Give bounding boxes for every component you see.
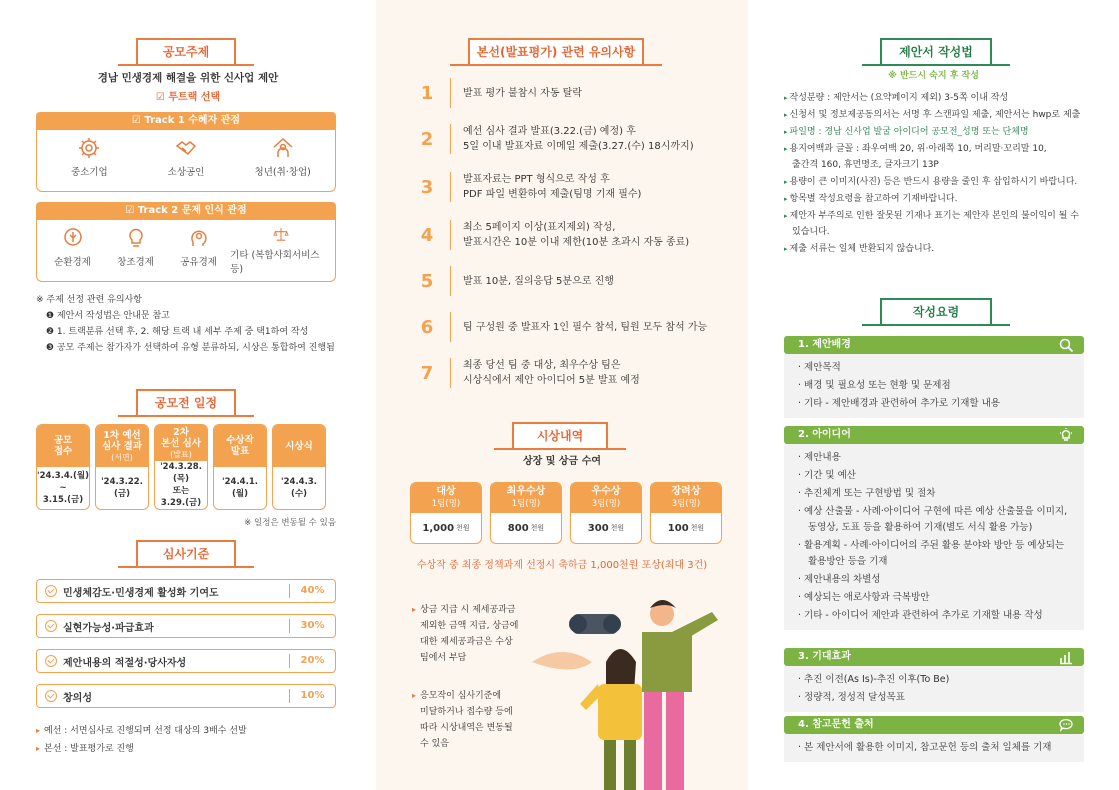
section-item: · 기간 및 예산	[798, 470, 856, 481]
prize-card	[410, 482, 482, 544]
schedule-step-date: '24.3.28.(목) 또는 3.29.(금)	[160, 462, 202, 508]
schedule-step-head	[155, 425, 207, 461]
guide-text: 용량이 큰 이미지(사진) 등은 반드시 용량을 줄인 후 삽입하시기 바랍니다.	[789, 177, 1078, 187]
bullet-icon: ▸	[784, 111, 788, 119]
track-choice: ☑ 투트랙 선택	[155, 92, 221, 103]
section-body	[784, 444, 1084, 630]
gear-icon	[77, 136, 101, 160]
prize-count: 3팀(명)	[591, 499, 621, 509]
schedule-step-label: 시상식	[285, 440, 313, 452]
side-note-tax: ▸ 상금 지급 시 제세공과금 제외한 금액 지급, 상금에 대한 제세공과금은 수상 팀에서 부담	[412, 605, 519, 663]
prize-card	[650, 482, 722, 544]
section-item: · 제안내용	[798, 452, 841, 463]
section-item: · 추진 이전(As Is)-추진 이후(To Be)	[798, 674, 950, 685]
guide-text: 파일명 : 경남 신사업 발굴 아이디어 공모전_성명 또는 단체명	[789, 127, 1029, 137]
check-circle-icon	[45, 655, 57, 667]
section-title: 1. 제안배경	[798, 339, 851, 350]
rule-item	[412, 358, 712, 388]
schedule-step-label: 2차 본선 심사	[160, 426, 201, 449]
prize-count: 1팀(명)	[431, 499, 461, 509]
track1-label-youth: 청년(취·창업)	[254, 167, 311, 178]
bullet-icon: ▸	[784, 94, 788, 102]
guide-text: 용지여백과 글꼴 : 좌우여백 20, 위·아래쪽 10, 머리말·꼬리말 10, 출간격 160, 휴먼명조, 글자크기 13P	[789, 144, 1047, 170]
prize-amount-value: 800	[507, 522, 529, 534]
schedule-step-label: 1차 예선 심사 결과	[101, 429, 142, 452]
rule-text: 발표 평가 불참시 자동 탈락	[463, 87, 582, 99]
prize-amount-unit: 천원	[456, 524, 470, 532]
prize-amount-unit: 천원	[530, 524, 545, 532]
rule-text: 최소 5페이지 이상(표지제외) 작성, 발표시간은 10분 이내 제한(10분 초과시 자동 종료)	[463, 222, 690, 248]
guide-text: 제안자 부주의로 인한 잘못된 기재나 표기는 제안자 본인의 불이익이 될 수 있습니다.	[789, 211, 1079, 237]
track2-box	[36, 220, 336, 282]
track2-header: ☑ Track 2 문제 인식 관점	[36, 202, 336, 220]
section-body	[784, 666, 1084, 712]
rule-divider	[450, 358, 451, 388]
bullet-icon: ▸	[784, 245, 788, 253]
schedule-step-date: '24.3.22. (금)	[101, 477, 143, 499]
track1-item	[41, 136, 138, 185]
schedule-step-label: 수상작 발표	[226, 435, 254, 457]
track2-item	[167, 226, 230, 275]
howto-section	[784, 336, 1084, 418]
guide-item	[784, 208, 1084, 240]
rule-item	[412, 220, 712, 250]
schedule-row	[36, 424, 326, 510]
bullet-icon: ▸	[784, 178, 788, 186]
theme-title: 공모주제	[136, 38, 236, 64]
section-header	[784, 716, 1084, 734]
prize-name: 우수상	[591, 486, 621, 497]
theme-subtitle: 경남 민생경제 해결을 위한 신사업 제안	[97, 72, 279, 84]
rule-divider	[450, 312, 451, 342]
schedule-note: ※ 일정은 변동될 수 있음	[244, 518, 336, 528]
guide-text: 신청서 및 정보제공동의서는 서명 후 스캔파일 제출, 제안서는 hwp로 제출	[789, 110, 1081, 120]
section-item: · 예상 산출물 - 사례·아이디어 구현에 따른 예상 산출물을 이미지, 동영상, 도표 등을 활용하여 기재(별도 서식 활용 가능)	[798, 506, 1068, 533]
prize-name: 장려상	[671, 486, 701, 497]
track1-label-smallbiz: 소상공인	[167, 167, 205, 178]
column-theme	[0, 0, 376, 790]
schedule-step-date: '24.4.3. (수)	[281, 477, 317, 499]
prize-name: 최우수상	[506, 486, 546, 497]
prize-count: 1팀(명)	[511, 499, 541, 509]
rule-number: 7	[420, 362, 434, 384]
check-circle-icon	[45, 585, 57, 597]
guide-item	[784, 174, 1084, 190]
guide-item	[784, 241, 1084, 257]
criteria-title: 심사기준	[136, 540, 236, 566]
bullet-icon: ▸	[784, 212, 788, 220]
rule-text: 발표 10분, 질의응답 5분으로 진행	[463, 275, 614, 287]
howto-title: 작성요령	[880, 298, 992, 324]
rule-item	[412, 266, 712, 296]
track2-label-creative: 창조경제	[117, 257, 154, 268]
schedule-step	[213, 424, 267, 510]
section-body	[784, 734, 1084, 762]
rule-divider	[450, 124, 451, 154]
lightbulb-icon	[124, 226, 148, 250]
schedule-step-sub: (서면)	[111, 452, 133, 462]
rule-divider	[450, 266, 451, 296]
schedule-step-head	[37, 425, 89, 467]
criteria-row	[36, 579, 336, 603]
note-item: ❸ 공모 주제는 참가자가 선택하여 유형 분류하되, 시상은 통합하여 진행됨	[46, 343, 335, 353]
prize-head	[411, 483, 481, 513]
track1-item	[234, 136, 331, 185]
section-item: · 기타 - 아이디어 제안과 관련하여 추가로 기재할 내용 작성	[798, 610, 1043, 621]
prize-amount-unit: 천원	[610, 524, 625, 532]
prize-amount	[571, 513, 641, 543]
bullet-icon: ▸	[784, 128, 788, 136]
prize-amount	[411, 513, 481, 543]
criteria-weight: 10%	[289, 689, 335, 703]
guide-text: 제출 서류는 일체 반환되지 않습니다.	[789, 244, 935, 254]
guide-subtitle: ※ 반드시 숙지 후 작성	[888, 71, 979, 81]
section-item: · 제안내용의 차별성	[798, 574, 881, 585]
schedule-step-date: '24.3.4.(월) ~ 3.15.(금)	[37, 471, 89, 505]
prize-head	[491, 483, 561, 513]
prize-amount-unit: 천원	[690, 524, 705, 532]
track2-item	[230, 226, 331, 275]
prize-note: 수상작 중 최종 정책과제 선정시 축하금 1,000천원 포상(최대 3건)	[416, 560, 708, 571]
notes-title: ※ 주제 선정 관련 유의사항	[36, 295, 142, 305]
section-item: · 제안목적	[798, 362, 841, 373]
section-item: · 추진체계 또는 구현방법 및 절차	[798, 488, 936, 499]
rule-number: 5	[420, 270, 434, 292]
column-guide	[748, 0, 1119, 790]
schedule-title: 공모전 일정	[136, 389, 236, 415]
prize-amount-value: 300	[587, 522, 609, 534]
section-header	[784, 426, 1084, 444]
criteria-row	[36, 649, 336, 673]
track1-box	[36, 130, 336, 192]
bullet-icon: ▸	[784, 195, 788, 203]
note-item: ❷ 1. 트랙분류 선택 후, 2. 해당 트랙 내 세부 주제 중 택1하여 작성	[46, 327, 309, 337]
rule-text: 팀 구성원 중 발표자 1인 필수 참석, 팀원 모두 참석 가능	[463, 321, 708, 333]
bar-chart-icon	[1058, 649, 1074, 665]
section-item: · 본 제안서에 활용한 이미지, 참고문헌 등의 출처 일체를 기재	[798, 742, 1052, 753]
prize-card	[490, 482, 562, 544]
prize-subtitle: 상장 및 상금 수여	[522, 456, 602, 467]
schedule-step	[36, 424, 90, 510]
prize-head	[571, 483, 641, 513]
criteria-label: 제안내용의 적절성·당사자성	[63, 657, 187, 669]
handshake-icon	[174, 136, 198, 160]
section-title: 4. 참고문헌 출처	[798, 719, 874, 730]
note-item: ❶ 제안서 작성법은 안내문 참고	[46, 311, 170, 321]
person-home-icon	[271, 136, 295, 160]
criteria-row	[36, 614, 336, 638]
track1-header: ☑ Track 1 수혜자 관점	[36, 112, 336, 130]
prize-card	[570, 482, 642, 544]
guide-item	[784, 124, 1084, 140]
criteria-note: ▸ 본선 : 발표평가로 진행	[36, 744, 134, 754]
criteria-notes	[36, 722, 247, 758]
rule-item	[412, 172, 712, 202]
check-circle-icon	[45, 620, 57, 632]
section-item: · 정량적, 정성적 달성목표	[798, 692, 905, 703]
guide-item	[784, 90, 1084, 106]
criteria-label: 창의성	[63, 692, 92, 704]
rule-text: 발표자료는 PPT 형식으로 작성 후 PDF 파일 변환하여 제출(팀명 기재 필수)	[463, 174, 642, 200]
rule-divider	[450, 220, 451, 250]
column-rules	[376, 0, 748, 790]
rule-number: 3	[420, 176, 434, 198]
guide-title: 제안서 작성법	[880, 38, 992, 64]
head-leaf-icon	[61, 226, 85, 250]
howto-section	[784, 426, 1084, 630]
rules-title: 본선(발표평가) 관련 유의사항	[468, 38, 644, 64]
howto-section	[784, 648, 1084, 712]
prize-amount	[491, 513, 561, 543]
schedule-step-label: 공모 접수	[53, 435, 73, 457]
schedule-step	[95, 424, 149, 510]
criteria-row	[36, 684, 336, 708]
guide-text: 항목별 작성요령을 참고하여 기재바랍니다.	[789, 194, 958, 204]
section-header	[784, 336, 1084, 354]
criteria-label: 민생체감도·민생경제 활성화 기여도	[63, 587, 219, 599]
prize-title: 시상내역	[512, 422, 608, 448]
rule-divider	[450, 78, 451, 108]
track1-label-sme: 중소기업	[70, 167, 108, 178]
prize-head	[651, 483, 721, 513]
guide-item	[784, 191, 1084, 207]
prize-amount-value: 100	[667, 522, 689, 534]
schedule-step-head	[273, 425, 325, 467]
track2-label-circular: 순환경제	[54, 257, 91, 268]
criteria-label: 실현가능성·파급효과	[63, 622, 154, 634]
track2-item	[104, 226, 167, 275]
prize-amount	[651, 513, 721, 543]
schedule-step-sub: (발표)	[170, 449, 192, 459]
howto-section	[784, 716, 1084, 762]
rule-number: 1	[420, 82, 434, 104]
section-title: 3. 기대효과	[798, 651, 851, 662]
rule-text: 최종 당선 팀 중 대상, 최우수상 팀은 시상식에서 제안 아이디어 5분 발표 예정	[463, 360, 640, 386]
section-item: · 배경 및 필요성 또는 현황 및 문제점	[798, 380, 951, 391]
rule-item	[412, 78, 712, 108]
search-icon	[1058, 337, 1074, 353]
guide-list	[784, 90, 1084, 258]
track2-item	[41, 226, 104, 275]
criteria-weight: 30%	[289, 619, 335, 633]
prize-count: 3팀(명)	[671, 499, 701, 509]
prize-name: 대상	[436, 486, 456, 497]
section-item: · 활용계획 - 사례·아이디어의 주된 활용 분야와 방안 등 예상되는 활용방안 등을 기재	[798, 540, 1065, 567]
rule-number: 6	[420, 316, 434, 338]
section-body	[784, 354, 1084, 418]
rule-number: 4	[420, 224, 434, 246]
prize-row	[410, 482, 722, 544]
track2-label-sharing: 공유경제	[180, 257, 217, 268]
rule-item	[412, 124, 712, 154]
theme-notes	[36, 292, 335, 356]
track1-item	[138, 136, 235, 185]
guide-item	[784, 107, 1084, 123]
prize-amount-value: 1,000	[422, 522, 455, 534]
schedule-step	[272, 424, 326, 510]
rule-text: 예선 심사 결과 발표(3.22.(금) 예정) 후 5일 이내 발표자료 이메일 제출(3.27.(수) 18시까지)	[463, 126, 694, 152]
schedule-step-head	[96, 425, 148, 467]
criteria-weight: 20%	[289, 654, 335, 668]
bullet-icon: ▸	[784, 145, 788, 153]
rule-item	[412, 312, 712, 342]
head-share-icon	[187, 226, 211, 250]
lightbulb-icon	[1058, 427, 1074, 443]
section-title: 2. 아이디어	[798, 429, 851, 440]
track2-label-other: 기타 (복합사회서비스 등)	[230, 250, 320, 275]
schedule-step	[154, 424, 208, 510]
criteria-note: ▸ 예선 : 서면심사로 진행되며 선정 대상의 3배수 선발	[36, 726, 247, 736]
scale-icon	[269, 226, 293, 243]
rule-divider	[450, 172, 451, 202]
section-header	[784, 648, 1084, 666]
chat-bubble-icon	[1058, 717, 1074, 733]
people-binoculars-illustration	[532, 592, 748, 790]
section-item: · 기타 - 제안배경과 관련하여 추가로 기재할 내용	[798, 398, 1000, 409]
guide-item	[784, 141, 1084, 173]
schedule-step-head	[214, 425, 266, 467]
check-circle-icon	[45, 690, 57, 702]
rule-number: 2	[420, 128, 434, 150]
section-item: · 예상되는 애로사항과 극복방안	[798, 592, 930, 603]
side-note-change: ▸ 응모작이 심사기준에 미달하거나 접수량 등에 따라 시상내역은 변동될 수 있음	[412, 691, 513, 749]
schedule-step-date: '24.4.1. (월)	[222, 477, 258, 499]
criteria-weight: 40%	[289, 584, 335, 598]
guide-text: 작성분량 : 제안서는 (요약페이지 제외) 3-5쪽 이내 작성	[789, 93, 1009, 103]
